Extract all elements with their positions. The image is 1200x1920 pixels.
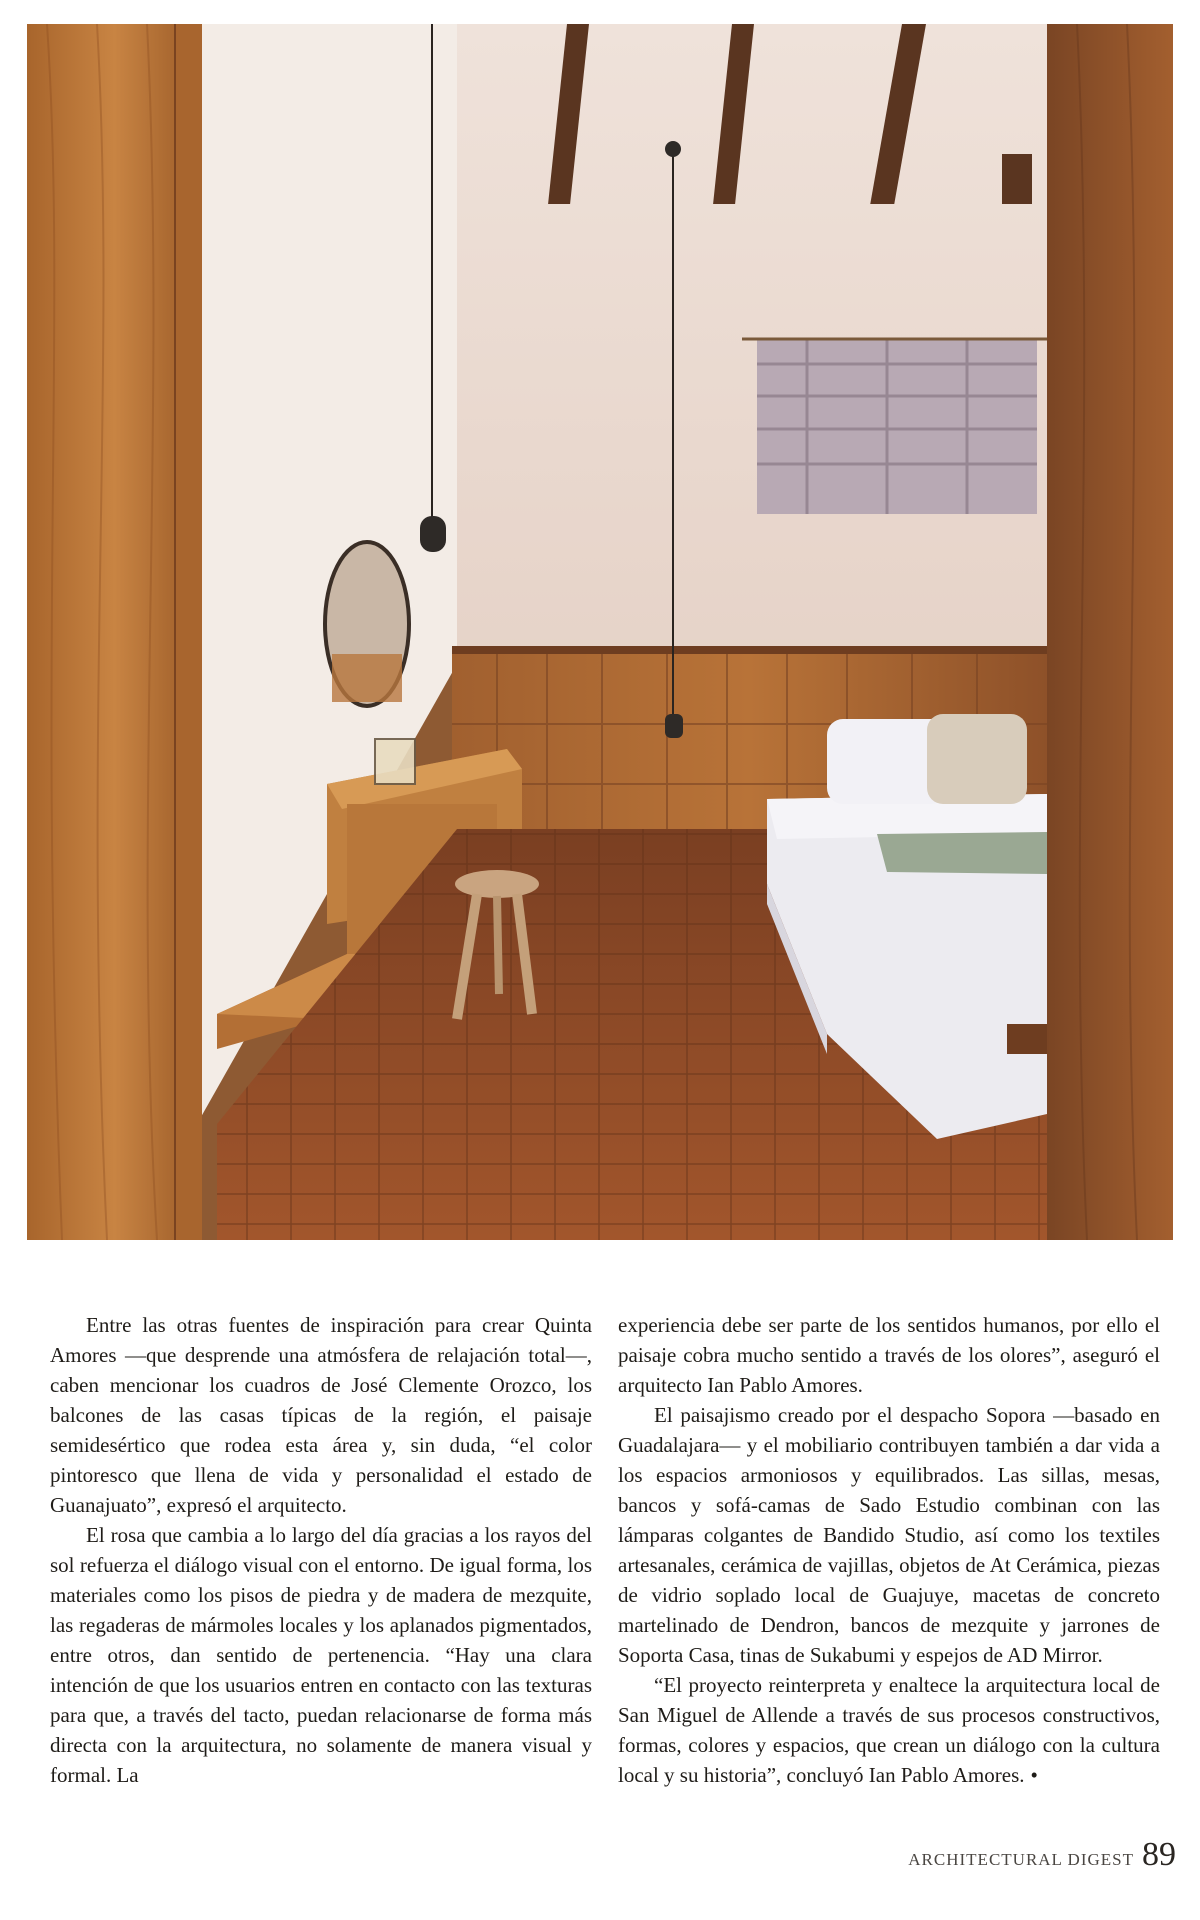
- paragraph: El paisajismo creado por el despacho Sopora —basado en Guadalajara— y el mobiliario contribuyen también a dar vida a los espacios armoniosos y equilibrados. Las sillas, mesas, bancos y sofá-camas de Sado Estudio combinan con las lámparas colgantes de Bandido Studio, así como los textiles artesanales, cerámica de vajillas, objetos de At Cerámica, piezas de vidrio soplado local de Guajuye, macetas de concreto martelinado de Dendron, bancos de mezquite y jarrones de Soporta Casa, tinas de Sukabumi y espejos de AD Mirror.: [618, 1403, 1160, 1667]
- bedroom-photo: [27, 24, 1173, 1240]
- paragraph-final: [618, 1670, 1160, 1790]
- magazine-name: ARCHITECTURAL DIGEST: [908, 1850, 1134, 1869]
- page-number: 89: [1142, 1836, 1176, 1873]
- paragraph-text: “El proyecto reinterpreta y enaltece la arquitectura local de San Miguel de Allende a través de sus procesos constructivos, formas, colores y espacios, que crean un diálogo con la cultura local y su historia”, concluyó Ian Pablo Amores.: [618, 1673, 1160, 1787]
- page-footer: [908, 1836, 1176, 1874]
- article-body: [50, 1310, 1160, 1790]
- paragraph: El rosa que cambia a lo largo del día gracias a los rayos del sol refuerza el diálogo visual con el entorno. De igual forma, los materiales como los pisos de piedra y de madera de mezquite, las regaderas de mármoles locales y los aplanados pigmentados, entre otros, dan sentido de pertenencia. “Hay una clara intención de que los usuarios entren en contacto con las texturas para que, a través del tacto, puedan relacionarse de forma más directa con la arquitectura, no solamente de manera visual y formal. La: [50, 1523, 592, 1787]
- end-mark: •: [1030, 1763, 1038, 1787]
- paragraph: Entre las otras fuentes de inspiración para crear Quinta Amores —que desprende una atmósfera de relajación total—, caben mencionar los cuadros de José Clemente Orozco, los balcones de las casas típicas de la región, el paisaje semidesértico que rodea esta área y, sin duda, “el color pintoresco que llena de vida y personalidad el estado de Guanajuato”, expresó el arquitecto.: [50, 1313, 592, 1517]
- paragraph: experiencia debe ser parte de los sentidos humanos, por ello el paisaje cobra mucho sentido a través de los olores”, aseguró el arquitecto Ian Pablo Amores.: [618, 1313, 1160, 1397]
- article-column-right: [618, 1310, 1160, 1790]
- article-column-left: [50, 1310, 592, 1790]
